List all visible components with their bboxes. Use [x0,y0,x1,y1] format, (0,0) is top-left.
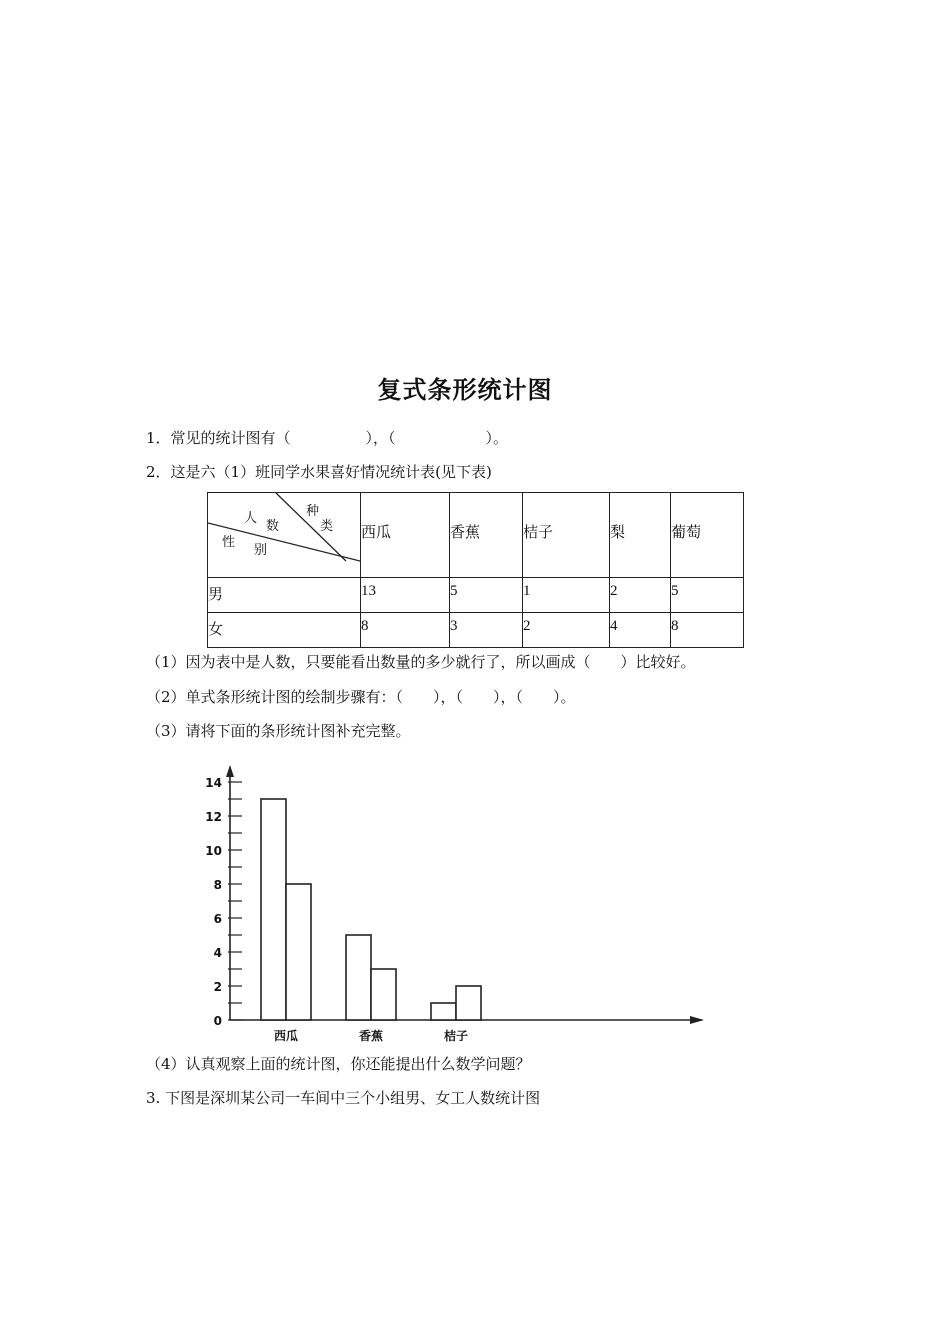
sub-question-2: （2）单式条形统计图的绘制步骤有：（ ），（ ），（ ）。 [146,688,576,706]
y-tick-label: 6 [213,912,222,926]
corner-label-bie: 别 [254,543,268,558]
corner-label-zhong: 种 [306,504,320,519]
y-tick-label: 14 [205,776,222,790]
table-cell: 8 [361,618,369,634]
bar [261,799,286,1020]
row-label: 女 [208,622,224,638]
sub-question-4: （4）认真观察上面的统计图，你还能提出什么数学问题？ [146,1055,531,1073]
table-cell: 5 [671,583,679,599]
column-header: 桔子 [523,493,610,578]
table-cell: 1 [523,583,531,599]
y-axis-arrow [226,765,234,777]
bar [456,986,481,1020]
x-category-label: 桔子 [443,1029,469,1043]
y-tick-label: 2 [213,980,222,994]
bar [371,969,396,1020]
question-3: 3. 下图是深圳某公司一车间中三个小组男、女工人数统计图 [146,1089,541,1107]
sub-question-1: （1）因为表中是人数，只要能看出数量的多少就行了，所以画成（ ）比较好。 [146,653,696,671]
y-tick-label: 0 [213,1014,222,1028]
bar [431,1003,456,1020]
bar-chart [190,755,720,1050]
table-cell: 4 [610,618,618,634]
page-title: 复式条形统计图 [377,375,553,404]
sub-question-3: （3）请将下面的条形统计图补充完整。 [146,722,411,740]
bar [286,884,311,1020]
table-cell: 8 [671,618,679,634]
table-cell: 3 [450,618,458,634]
question-2: 2．这是六（1）班同学水果喜好情况统计表(见下表) [146,463,492,481]
bar [346,935,371,1020]
question-1: 1．常见的统计图有（ ），（ ）。 [146,429,509,447]
y-tick-label: 10 [205,844,222,858]
table-row [208,613,744,648]
y-tick-label: 12 [205,810,222,824]
x-category-label: 香蕉 [358,1029,384,1043]
table-row [208,578,744,613]
table-corner-cell [208,493,361,578]
column-header: 葡萄 [671,493,744,578]
column-header: 梨 [610,493,671,578]
table-cell: 2 [610,583,618,599]
column-header: 香蕉 [450,493,523,578]
table-cell: 2 [523,618,531,634]
column-header: 西瓜 [361,493,450,578]
y-tick-label: 4 [213,946,222,960]
corner-label-shu: 数 [266,519,280,534]
corner-label-ren: 人 [244,511,258,526]
table-header-row [208,493,744,578]
corner-label-xing: 性 [222,535,236,550]
x-axis-arrow [690,1016,704,1024]
fruit-preference-table [207,492,744,648]
row-label: 男 [208,587,224,603]
x-category-label: 西瓜 [273,1029,299,1043]
corner-label-lei: 类 [320,519,334,534]
y-tick-label: 8 [213,878,222,892]
table-cell: 13 [361,583,376,599]
table-cell: 5 [450,583,458,599]
